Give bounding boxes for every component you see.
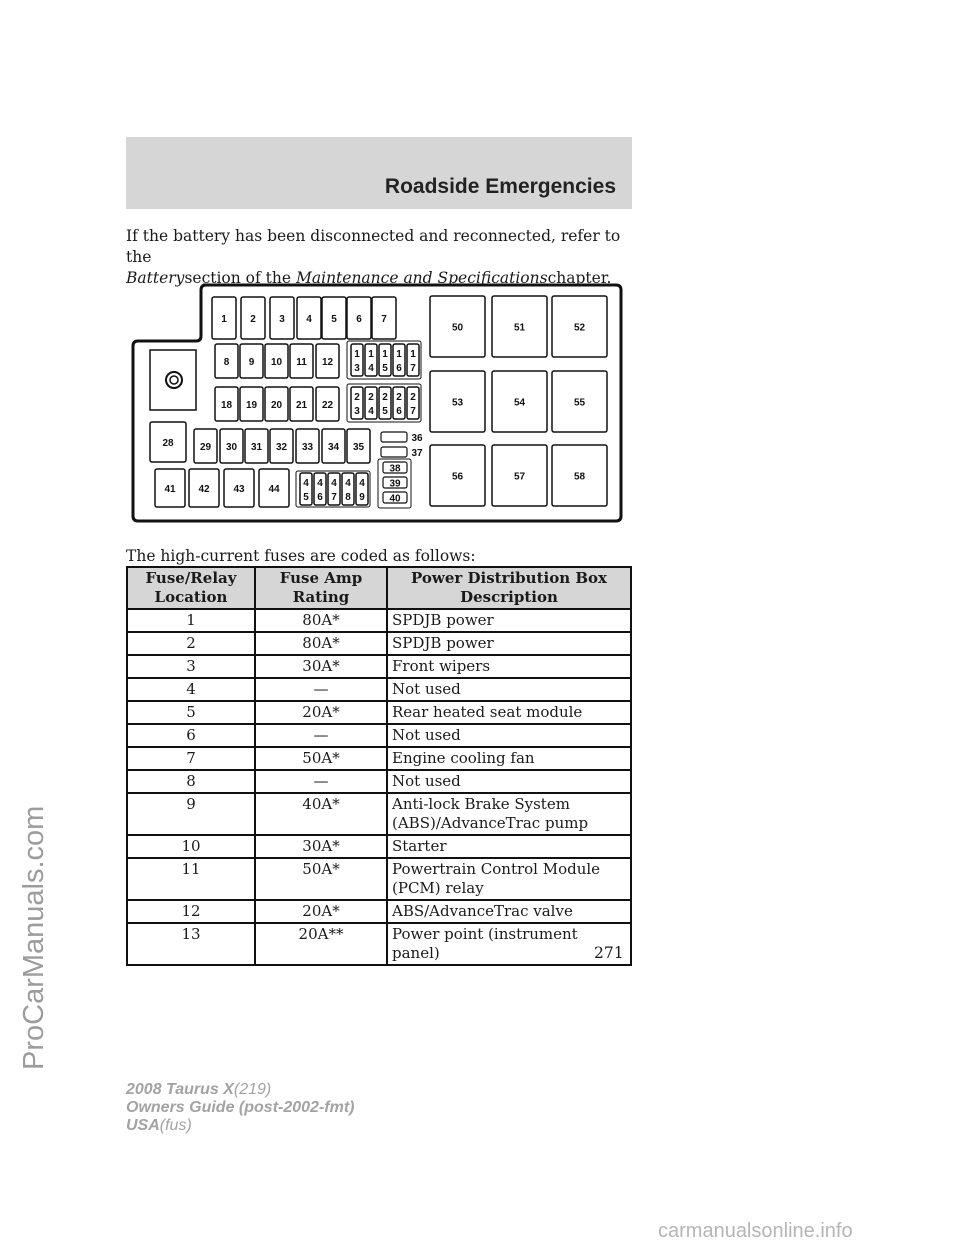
fuse-11-box xyxy=(290,344,313,378)
fuse-stack-23-27-digit-2: 7 xyxy=(410,406,416,417)
watermark-bottom: carmanualsonline.info xyxy=(658,1220,853,1242)
fuse-stack-13-17-digit-2: 6 xyxy=(396,363,402,374)
fuse-5-label: 5 xyxy=(331,314,337,325)
intro-text-2: section of the xyxy=(184,269,292,287)
fuse-43-label: 43 xyxy=(233,484,245,495)
cell-description: Engine cooling fan xyxy=(387,747,631,770)
fuse-21-box xyxy=(290,387,313,421)
cell-location: 2 xyxy=(127,632,255,655)
intro-paragraph xyxy=(126,226,646,289)
fuse-7-label: 7 xyxy=(381,314,387,325)
diode-label-37: 37 xyxy=(411,448,423,459)
fuse-9-box xyxy=(240,344,263,378)
fuse-41-box xyxy=(155,469,185,507)
cell-location: 9 xyxy=(127,793,255,835)
fuse-28-box xyxy=(150,422,186,462)
cell-description: SPDJB power xyxy=(387,632,631,655)
cell-description: Power point (instrument panel) xyxy=(387,923,631,965)
table-row xyxy=(127,678,631,701)
table-row xyxy=(127,900,631,923)
fuse-stack-23-27-digit-1: 2 xyxy=(354,392,360,403)
fuse-11-label: 11 xyxy=(296,357,307,368)
cell-location: 5 xyxy=(127,701,255,724)
fuse-stack-23-27-digit-1: 2 xyxy=(382,392,388,403)
fuse-30-label: 30 xyxy=(225,442,238,453)
cell-location: 1 xyxy=(127,609,255,632)
fuse-stack-45-49-digit-2: 6 xyxy=(317,492,323,503)
cell-description: Powertrain Control Module (PCM) relay xyxy=(387,858,631,900)
cell-description: Front wipers xyxy=(387,655,631,678)
cell-location: 10 xyxy=(127,835,255,858)
relay-52-box xyxy=(552,296,607,357)
fuse-2-label: 2 xyxy=(250,314,256,325)
fuse-12-label: 12 xyxy=(321,357,334,368)
fuse-stack-13-17-box xyxy=(379,344,391,376)
fuse-stack-45-49-digit-1: 4 xyxy=(317,478,323,489)
col-header-location: Fuse/Relay Location xyxy=(127,567,255,609)
fuse-35-label: 35 xyxy=(352,442,365,453)
table-row xyxy=(127,793,631,835)
table-row xyxy=(127,747,631,770)
fuse-3-box xyxy=(270,297,294,339)
fuse-7-box xyxy=(372,297,396,339)
mount-box xyxy=(150,350,196,410)
fuse-stack-23-27-digit-1: 2 xyxy=(368,392,374,403)
stack-45-49-frame-box xyxy=(296,471,370,507)
page-number: 271 xyxy=(594,944,624,962)
cell-location: 11 xyxy=(127,858,255,900)
fuse-10-box xyxy=(265,344,288,378)
cell-rating: 50A* xyxy=(255,747,387,770)
table-header-row xyxy=(127,567,631,609)
fuse-32-box xyxy=(270,429,293,463)
cell-description: Not used xyxy=(387,678,631,701)
fuse-stack-23-27-box xyxy=(379,387,391,419)
fuse-44-label: 44 xyxy=(268,484,280,495)
fuse-39-label: 39 xyxy=(389,478,401,490)
relay-56-box xyxy=(430,445,485,506)
table-row xyxy=(127,923,631,965)
fuse-stack-45-49-digit-1: 4 xyxy=(359,478,365,489)
fuse-33-label: 33 xyxy=(301,442,314,453)
fuse-stack-45-49-digit-1: 4 xyxy=(345,478,351,489)
fuse-30-box xyxy=(220,429,243,463)
footer-line-2: Owners Guide (post-2002-fmt) xyxy=(126,1099,355,1116)
fuse-stack-45-49-box xyxy=(314,473,326,505)
fuse-stack-45-49-digit-2: 8 xyxy=(345,492,351,503)
cell-rating: 40A* xyxy=(255,793,387,835)
cell-rating: 30A* xyxy=(255,835,387,858)
relay-53-box xyxy=(430,371,485,432)
table-caption: The high-current fuses are coded as follows: xyxy=(126,547,476,565)
cell-rating: 80A* xyxy=(255,609,387,632)
fuse-stack-13-17-digit-2: 7 xyxy=(410,363,416,374)
fuse-9-label: 9 xyxy=(248,357,255,368)
cell-location: 8 xyxy=(127,770,255,793)
fuse-stack-13-17-box xyxy=(351,344,363,376)
fuse-28-label: 28 xyxy=(162,438,174,449)
fuse-stack-45-49-digit-1: 4 xyxy=(303,478,309,489)
table-row xyxy=(127,632,631,655)
cell-description: Starter xyxy=(387,835,631,858)
relay-54-box xyxy=(492,371,547,432)
fuse-stack-13-17-digit-1: 1 xyxy=(368,349,374,360)
fuse-stack-13-17-digit-1: 1 xyxy=(382,349,388,360)
fuse-stack-23-27-digit-2: 5 xyxy=(382,406,388,417)
cell-description: ABS/AdvanceTrac valve xyxy=(387,900,631,923)
fuse-stack-13-17-digit-1: 1 xyxy=(354,349,360,360)
col-header-description: Power Distribution Box Description xyxy=(387,567,631,609)
fuse-stack-13-17-box xyxy=(393,344,405,376)
cell-rating: — xyxy=(255,770,387,793)
fuse-21-label: 21 xyxy=(295,400,308,411)
relay-55-label: 55 xyxy=(573,397,586,409)
fuse-8-box xyxy=(215,344,238,378)
fuse-stack-23-27-box xyxy=(365,387,377,419)
fuse-31-label: 31 xyxy=(250,442,263,453)
fuse-8-label: 8 xyxy=(223,357,230,368)
cell-location: 13 xyxy=(127,923,255,965)
relay-54-label: 54 xyxy=(513,397,526,409)
fuse-20-box xyxy=(265,387,288,421)
relay-58-box xyxy=(552,445,607,506)
fuse-33-box xyxy=(296,429,319,463)
fuse-stack-23-27-box xyxy=(393,387,405,419)
fuse-40-box xyxy=(383,492,407,503)
fuse-3-label: 3 xyxy=(279,314,285,325)
fuse-19-label: 19 xyxy=(245,400,258,411)
fuse-29-box xyxy=(194,429,217,463)
fuse-34-label: 34 xyxy=(327,442,340,453)
intro-chapter-ref: Maintenance and Specifications xyxy=(296,269,548,287)
fuse-20-label: 20 xyxy=(270,400,283,411)
cell-rating: 80A* xyxy=(255,632,387,655)
fuse-6-box xyxy=(347,297,371,339)
fuse-2-box xyxy=(241,297,265,339)
fuse-box-outline xyxy=(133,285,621,521)
footer xyxy=(126,1081,354,1135)
fuse-stack-13-17-box xyxy=(407,344,419,376)
table-row xyxy=(127,701,631,724)
cell-location: 7 xyxy=(127,747,255,770)
fuse-18-box xyxy=(215,387,238,421)
fuse-stack-45-49-digit-2: 9 xyxy=(359,492,365,503)
intro-battery-ref: Battery xyxy=(126,269,185,287)
relay-55-box xyxy=(552,371,607,432)
relay-57-box xyxy=(492,445,547,506)
fuse-18-label: 18 xyxy=(220,400,233,411)
table-row xyxy=(127,609,631,632)
fuse-stack-45-49-digit-1: 4 xyxy=(331,478,337,489)
fuse-stack-23-27-box xyxy=(407,387,419,419)
footer-line-3: USA(fus) xyxy=(126,1117,192,1134)
fuse-42-box xyxy=(189,469,219,507)
fuse-38-box xyxy=(383,462,407,473)
fuse-stack-23-27-digit-2: 6 xyxy=(396,406,402,417)
relay-50-box xyxy=(430,296,485,357)
fuse-stack-13-17-box xyxy=(365,344,377,376)
relay-53-label: 53 xyxy=(451,397,464,409)
relay-52-label: 52 xyxy=(573,322,586,334)
table-row xyxy=(127,770,631,793)
cell-location: 3 xyxy=(127,655,255,678)
fuse-10-label: 10 xyxy=(270,357,283,368)
fuse-40-label: 40 xyxy=(389,493,401,505)
fuse-1-box xyxy=(212,297,236,339)
cell-location: 12 xyxy=(127,900,255,923)
table-row xyxy=(127,858,631,900)
relay-56-label: 56 xyxy=(451,471,464,483)
fuse-4-label: 4 xyxy=(306,314,312,325)
fuse-31-box xyxy=(245,429,268,463)
table-row xyxy=(127,655,631,678)
section-title: Roadside Emergencies xyxy=(384,175,616,198)
fuse-stack-45-49-digit-2: 7 xyxy=(331,492,337,503)
relay-57-label: 57 xyxy=(513,471,526,483)
cell-rating: 20A* xyxy=(255,701,387,724)
fuse-stack-45-49-box xyxy=(300,473,312,505)
fuse-29-label: 29 xyxy=(199,442,212,453)
cell-description: Not used xyxy=(387,770,631,793)
fuse-32-label: 32 xyxy=(275,442,288,453)
cell-location: 4 xyxy=(127,678,255,701)
fuse-stack-45-49-box xyxy=(356,473,368,505)
fuse-1-label: 1 xyxy=(221,314,227,325)
cell-description: SPDJB power xyxy=(387,609,631,632)
fuse-22-box xyxy=(316,387,339,421)
cell-rating: — xyxy=(255,678,387,701)
footer-line-1: 2008 Taurus X(219) xyxy=(126,1081,272,1098)
fuse-stack-13-17-digit-2: 5 xyxy=(382,363,388,374)
diode-label-36: 36 xyxy=(411,433,423,444)
fuse-stack-13-17-digit-1: 1 xyxy=(396,349,402,360)
intro-text-3: chapter. xyxy=(547,269,612,287)
diode-37-box xyxy=(381,447,407,457)
fuse-stack-23-27-box xyxy=(351,387,363,419)
relay-51-box xyxy=(492,296,547,357)
cell-rating: 20A** xyxy=(255,923,387,965)
cell-rating: 30A* xyxy=(255,655,387,678)
fuse-42-label: 42 xyxy=(198,484,210,495)
fuse-stack-13-17-digit-2: 3 xyxy=(354,363,360,374)
fuse-stack-45-49-box xyxy=(328,473,340,505)
col-header-rating: Fuse Amp Rating xyxy=(255,567,387,609)
intro-text-1: If the battery has been disconnected and reconnected, refer to the xyxy=(126,227,621,266)
stack-23-27-frame-box xyxy=(347,384,421,422)
relay-51-label: 51 xyxy=(513,322,526,334)
fuse-41-label: 41 xyxy=(164,484,176,495)
fuse-44-box xyxy=(259,469,289,507)
fuse-5-box xyxy=(322,297,346,339)
fuse-6-label: 6 xyxy=(356,314,362,325)
fuse-stack-23-27-digit-1: 2 xyxy=(396,392,402,403)
fuse-stack-23-27-digit-2: 3 xyxy=(354,406,360,417)
fuse-stack-45-49-box xyxy=(342,473,354,505)
fuse-39-box xyxy=(383,477,407,488)
fuse-22-label: 22 xyxy=(321,400,334,411)
fuse-43-box xyxy=(224,469,254,507)
relay-58-label: 58 xyxy=(573,471,586,483)
fuse-35-box xyxy=(347,429,370,463)
cell-rating: — xyxy=(255,724,387,747)
cell-rating: 50A* xyxy=(255,858,387,900)
fuse-12-box xyxy=(316,344,339,378)
mount-bolt-icon xyxy=(166,372,182,388)
table-row xyxy=(127,724,631,747)
watermark: ProCarManuals.com xyxy=(18,805,50,1070)
fuse-stack-45-49-digit-2: 5 xyxy=(303,492,309,503)
fuse-stack-13-17-digit-2: 4 xyxy=(368,363,374,374)
small-fuse-frame-box xyxy=(378,459,411,508)
relay-50-label: 50 xyxy=(451,322,464,334)
fuse-4-box xyxy=(297,297,321,339)
fuse-19-box xyxy=(240,387,263,421)
fuse-stack-23-27-digit-1: 2 xyxy=(410,392,416,403)
fuse-stack-23-27-digit-2: 4 xyxy=(368,406,374,417)
diode-36-box xyxy=(381,432,407,442)
cell-description: Anti-lock Brake System (ABS)/AdvanceTrac pump xyxy=(387,793,631,835)
cell-description: Rear heated seat module xyxy=(387,701,631,724)
stack-13-17-frame-box xyxy=(347,341,421,379)
fuse-stack-13-17-digit-1: 1 xyxy=(410,349,416,360)
cell-description: Not used xyxy=(387,724,631,747)
cell-rating: 20A* xyxy=(255,900,387,923)
cell-location: 6 xyxy=(127,724,255,747)
fuse-table xyxy=(126,566,632,966)
table-row xyxy=(127,835,631,858)
fuse-38-label: 38 xyxy=(389,463,401,475)
fuse-34-box xyxy=(322,429,345,463)
